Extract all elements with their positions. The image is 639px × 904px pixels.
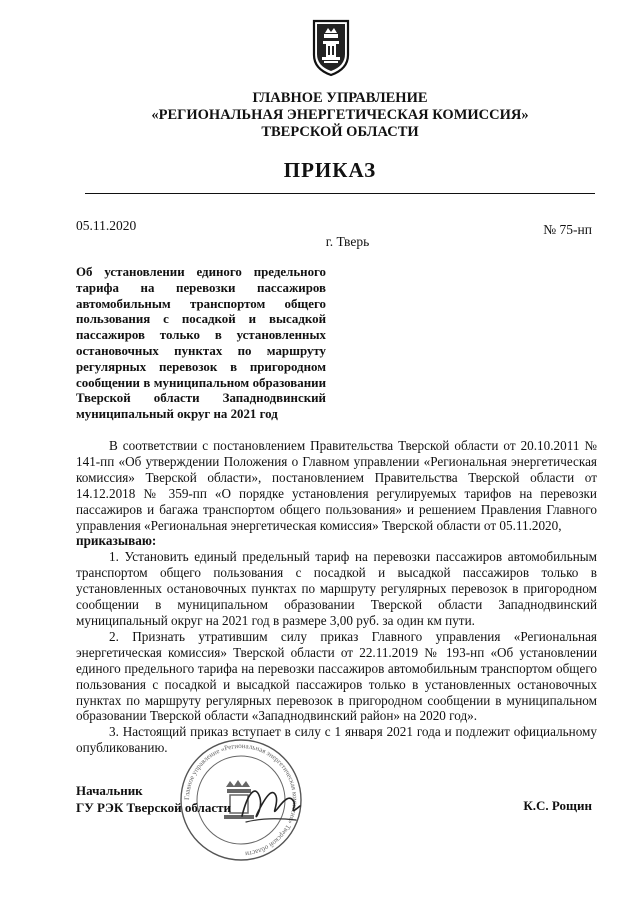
signatory-position-line-2: ГУ РЭК Тверской области xyxy=(76,800,231,815)
org-name-line-2: «РЕГИОНАЛЬНАЯ ЭНЕРГЕТИЧЕСКАЯ КОМИССИЯ» xyxy=(151,107,529,123)
document-date: 05.11.2020 xyxy=(76,218,137,233)
org-name-line-1: ГЛАВНОЕ УПРАВЛЕНИЕ xyxy=(252,90,428,106)
tver-coat-of-arms-icon xyxy=(311,17,351,77)
document-subject: Об установлении единого предельного тарифа на перевозки пассажиров автомобильным транспортом общего пользования с посадкой и высадкой пассажиров только в установленных остановочных пунктах по маршруту регулярных перевозок в пригородном сообщении в муниципальном образовании Тверской области Западнодвинский муниципальный округ на 2021 год xyxy=(76,265,326,422)
order-item-1: 1. Установить единый предельный тариф на перевозки пассажиров автомобильным транспортом общего пользования с посадкой и высадкой пассажиров только в установленных остановочных пунктах по маршруту регулярных перевозок в пригородном сообщении в муниципальном образовании Тверской области Западнодвинский муниципальный округ на 2021 год в размере 3,00 руб. за один км пути. xyxy=(76,549,597,628)
document-title: ПРИКАЗ xyxy=(283,158,377,182)
signatory-position-line-1: Начальник xyxy=(76,783,143,798)
handwritten-signature-icon xyxy=(236,772,306,832)
signatory-name: К.С. Рощин xyxy=(523,798,592,813)
seal-text: Главное управление «Региональная энергетическая комиссия» Тверской области xyxy=(182,741,300,858)
order-item-2: 2. Признать утратившим силу приказ Главного управления «Региональная энергетическая комиссия» Тверской области от 22.11.2019 № 193-нп «Об установлении единого предельного тарифа на перевозки пассажиров автомобильным транспортом общего пользования с посадкой и высадкой пассажиров только в установленных остановочных пунктах по маршруту регулярных перевозок в пригородном сообщении в муниципальном образовании Тверской области «Западнодвинский район» на 2020 год». xyxy=(76,628,597,724)
order-word: приказываю: xyxy=(76,533,157,549)
preamble-paragraph: В соответствии с постановлением Правительства Тверской области от 20.10.2011 № 141-пп «Об утверждении Положения о Главном управлении «Региональная энергетическая комиссия» Тверской области», постановлением Правительства Тверской области от 14.12.2018 № 359-пп «О порядке установления регулируемых тарифов на перевозки пассажиров и багажа транспортом общего пользования» и решением Правления Главного управления «Региональная энергетическая комиссия» Тверской области от 05.11.2020, xyxy=(76,438,597,533)
document-number: № 75-нп xyxy=(543,222,592,237)
org-name-line-3: ТВЕРСКОЙ ОБЛАСТИ xyxy=(261,124,419,140)
order-item-3: 3. Настоящий приказ вступает в силу с 1 января 2021 года и подлежит официальному опубликованию. xyxy=(76,724,597,756)
signatory-position xyxy=(76,782,231,816)
document-body xyxy=(76,438,597,756)
document-city: г. Тверь xyxy=(325,234,370,249)
header-divider xyxy=(85,193,595,194)
